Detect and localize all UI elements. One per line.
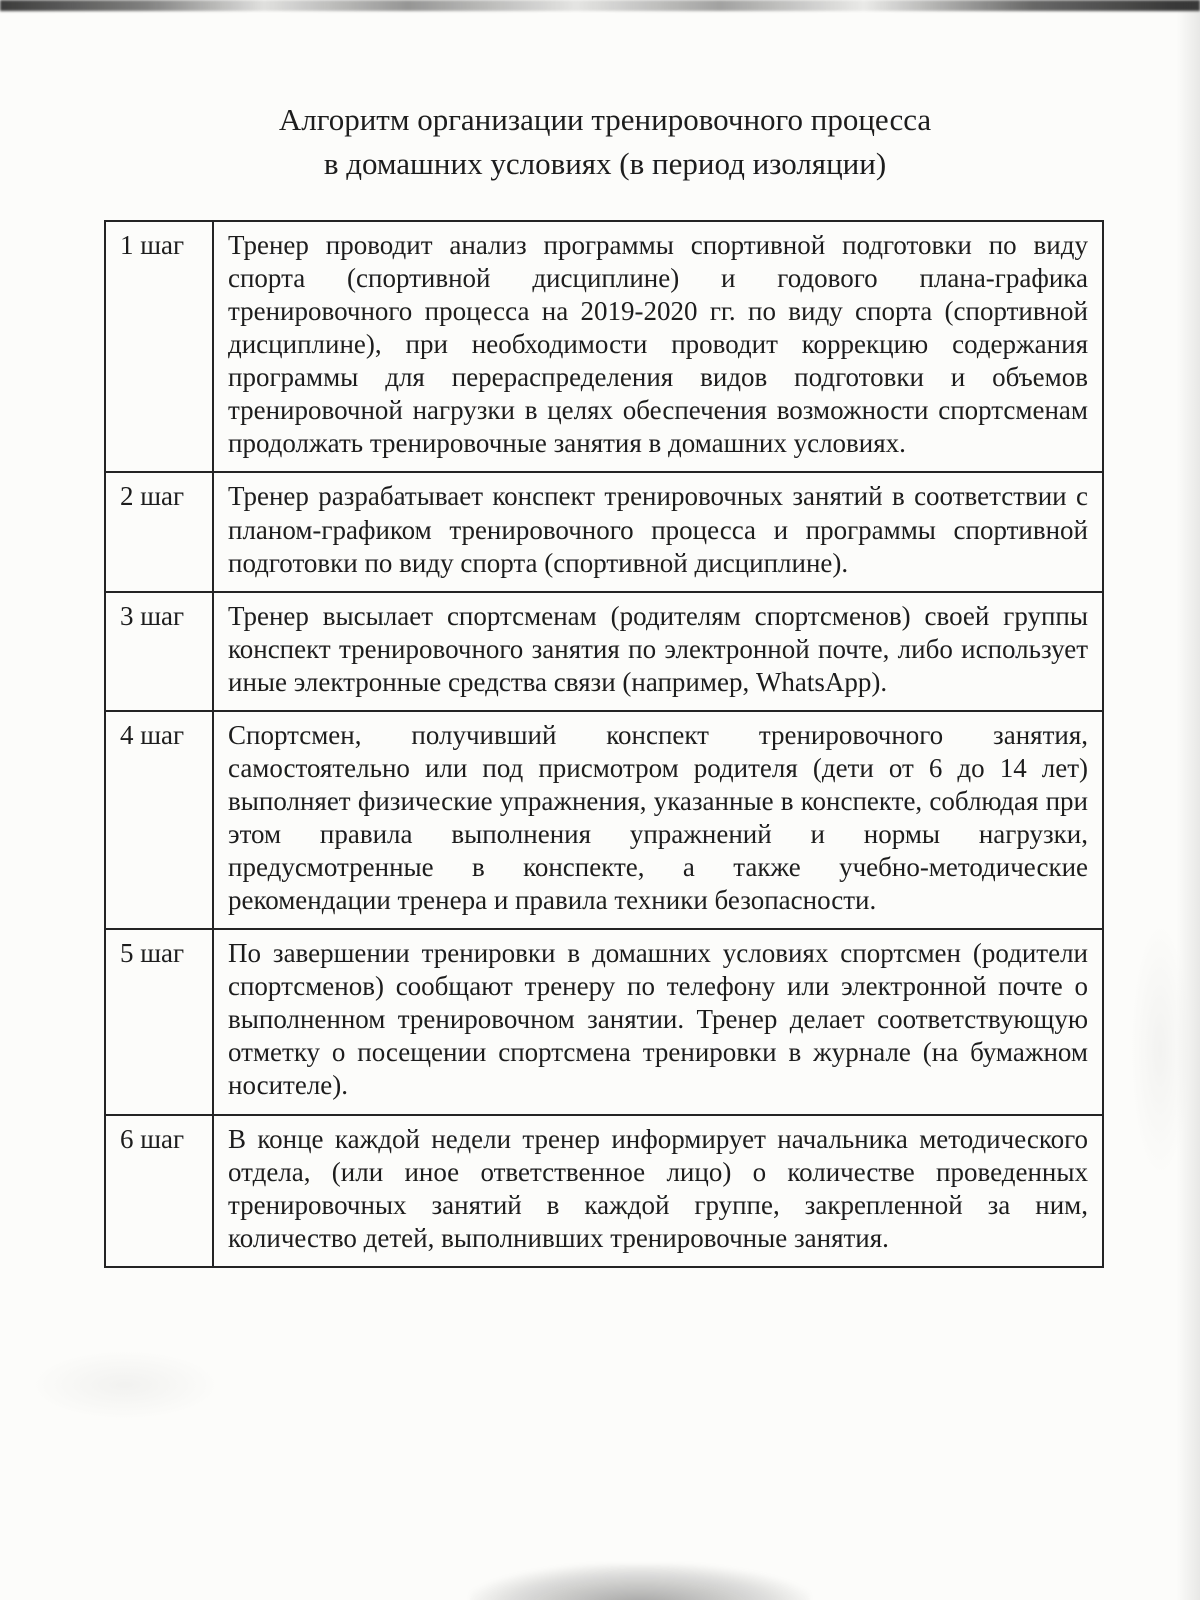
document-content bbox=[104, 98, 1106, 1268]
table-row-step-2 bbox=[105, 472, 1103, 591]
title-line-1: Алгоритм организации тренировочного процесса bbox=[278, 102, 932, 137]
step-4-text: Спортсмен, получивший конспект тренировочного занятия, самостоятельно или под присмотром родителя (дети от 6 до 14 лет) выполняет физические упражнения, указанные в конспекте, соблюдая при этом правила выполнения упражнений и нормы нагрузки, предусмотренные в конспекте, а также учебно-методические рекомендации тренера и правила техники безопасности. bbox=[213, 711, 1103, 929]
table-row-step-3 bbox=[105, 592, 1103, 711]
table-row-step-4 bbox=[105, 711, 1103, 929]
step-5-label: 5 шаг bbox=[105, 929, 213, 1114]
step-6-text: В конце каждой недели тренер информирует начальника методического отдела, (или иное ответственное лицо) о количестве проведенных тренировочных занятий в каждой группе, закрепленной за ним, количество детей, выполнивших тренировочные занятия. bbox=[213, 1115, 1103, 1267]
scan-artifact-blotch-left bbox=[30, 1350, 220, 1420]
scan-artifact-blotch-right bbox=[1130, 920, 1190, 1180]
step-2-label: 2 шаг bbox=[105, 472, 213, 591]
scan-artifact-top-edge bbox=[0, 0, 1200, 11]
step-1-text: Тренер проводит анализ программы спортивной подготовки по виду спорта (спортивной дисциплине) и годового плана-графика тренировочного процесса на 2019-2020 гг. по виду спорта (спортивной дисциплине), при необходимости проводит коррекцию содержания программы для перераспределения видов подготовки и объемов тренировочной нагрузки в целях обеспечения возможности спортсменам продолжать тренировочные занятия в домашних условиях. bbox=[213, 221, 1103, 472]
scan-artifact-bottom-smudge bbox=[470, 1564, 810, 1600]
table-row-step-5 bbox=[105, 929, 1103, 1114]
table-row-step-1 bbox=[105, 221, 1103, 472]
document-title bbox=[104, 98, 1106, 186]
step-1-label: 1 шаг bbox=[105, 221, 213, 472]
step-4-label: 4 шаг bbox=[105, 711, 213, 929]
steps-table bbox=[104, 220, 1104, 1268]
step-3-text: Тренер высылает спортсменам (родителям спортсменов) своей группы конспект тренировочного занятия по электронной почте, либо использует иные электронные средства связи (например, WhatsApp). bbox=[213, 592, 1103, 711]
step-6-label: 6 шаг bbox=[105, 1115, 213, 1267]
table-row-step-6 bbox=[105, 1115, 1103, 1267]
step-5-text: По завершении тренировки в домашних условиях спортсмен (родители спортсменов) сообщают тренеру по телефону или электронной почте о выполненном тренировочном занятии. Тренер делает соответствующую отметку о посещении спортсмена тренировки в журнале (на бумажном носителе). bbox=[213, 929, 1103, 1114]
step-3-label: 3 шаг bbox=[105, 592, 213, 711]
title-line-2: в домашних условиях (в период изоляции) bbox=[323, 146, 887, 182]
scan-artifact-right-shading bbox=[1174, 0, 1200, 1600]
step-2-text: Тренер разрабатывает конспект тренировочных занятий в соответствии с планом-графиком тренировочного процесса и программы спортивной подготовки по виду спорта (спортивной дисциплине). bbox=[213, 472, 1103, 591]
